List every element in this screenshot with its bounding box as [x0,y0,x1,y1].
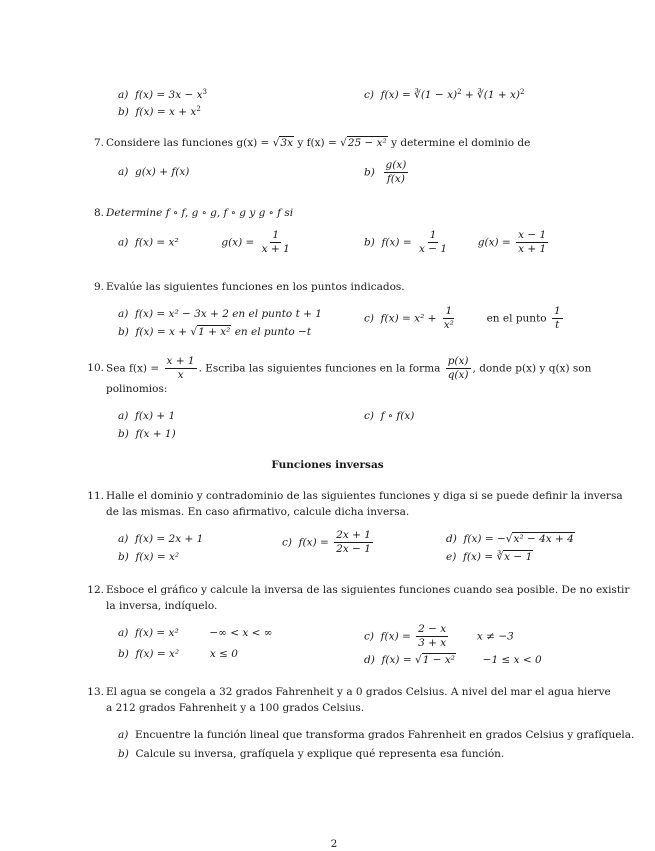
ex12-number: 12. [87,584,104,596]
ex10-item-a: a) f(x) + 1 [118,410,176,422]
ex13-statement-line2: a 212 grados Fahrenheit y a 100 grados Celsius. [106,702,365,714]
ex11-statement-line1: Halle el dominio y contradominio de las siguientes funciones y diga si se puede definir la inversa [106,490,623,502]
section-title: Funciones inversas [271,459,384,471]
ex8-number: 8. [93,207,104,219]
ex9-c-point-fraction: $\frac{1}{t}$ [553,305,561,332]
page-number: 2 [330,838,338,850]
ex7-item-a: a) g(x) + f(x) [118,166,190,178]
ex13-number: 13. [87,686,104,698]
ex9-item-b: b) f(x) = x + √1 + x² en el punto −t [118,326,312,338]
ex11-item-c: c) f(x) = $\frac{2x + 1}{2x - 1}$ [282,529,371,556]
ex11-item-e: e) f(x) = ∛x − 1 [446,551,533,563]
ex6-item-c: c) f(x) = ∛(1 − x)$^2$ + ∛(1 + x)$^2$ [364,88,525,101]
ex8-b-g-fraction: $\frac{x - 1}{x + 1}$ [518,229,547,256]
ex10-f-fraction: $\frac{x + 1}{x}$ [166,355,195,382]
ex8-a-g-fraction: $\frac{1}{x + 1}$ [261,229,290,256]
ex11-item-d: d) f(x) = −√x² − 4x + 4 [446,533,574,545]
ex11-number: 11. [87,490,104,502]
ex8-statement: Determine f ∘ f, g ∘ g, f ∘ g y g ∘ f si [106,207,294,219]
ex7-number: 7. [93,137,104,149]
ex7-statement: Considere las funciones g(x) = √3x y f(x) = √25 − x² y determine el dominio de [106,137,531,149]
ex9-item-c: c) f(x) = x² + $\frac{1}{\text{x²}}$ en el punto $\frac{1}{t}$ [364,305,561,332]
ex12-item-b: b) f(x) = x² x ≤ 0 [118,648,238,660]
ex9-number: 9. [93,281,104,293]
ex10-item-b: b) f(x + 1) [118,428,176,440]
ex10-item-c: c) f ∘ f(x) [364,410,415,422]
ex12-item-c: c) f(x) = $\frac{2 - x}{3 + x}$ x ≠ −3 [364,623,514,650]
ex11-statement-line2: de las mismas. En caso afirmativo, calcule dicha inversa. [106,506,410,518]
ex11-item-a: a) f(x) = 2x + 1 [118,533,204,545]
ex12-c-fraction: $\frac{2 - x}{3 + x}$ [418,623,447,650]
ex8-item-a: a) f(x) = x² g(x) = $\frac{1}{x + 1}$ [118,229,290,256]
ex10-form-fraction: $\frac{p(x)}{q(x)}$ [447,355,469,382]
ex12-item-a: a) f(x) = x² −∞ < x < ∞ [118,627,273,639]
ex10-statement-line1: Sea f(x) = $\frac{x + 1}{x}$ . Escriba las siguientes funciones en la forma $\frac{p(x)}{q(x)}$ , donde p(x) y q(x) son [106,355,592,382]
ex12-statement-line1: Esboce el gráfico y calcule la inversa de las siguientes funciones cuando sea posible. De no existir [106,584,630,596]
ex7-b-fraction: $\frac{g(x)}{f(x)}$ [385,159,407,186]
ex12-item-d: d) f(x) = √1 − x² −1 ≤ x < 0 [364,654,542,666]
ex13-item-b: b) Calcule su inversa, grafíquela y explique qué representa esa función. [118,748,505,760]
ex7-item-b: b) $\frac{g(x)}{f(x)}$ [364,159,407,186]
ex10-statement-line2: polinomios: [106,383,168,395]
ex11-item-b: b) f(x) = x² [118,551,180,563]
ex9-statement: Evalúe las siguientes funciones en los puntos indicados. [106,281,405,293]
ex8-item-b: b) f(x) = $\frac{1}{x - 1}$ g(x) = $\frac{x - 1}{x + 1}$ [364,229,547,256]
ex11-c-fraction: $\frac{2x + 1}{2x - 1}$ [336,529,371,556]
ex6-item-a: a) $f(x) = 3x - x^3$ [118,88,207,101]
ex9-item-a: a) f(x) = x² − 3x + 2 en el punto t + 1 [118,308,322,320]
ex13-statement-line1: El agua se congela a 32 grados Fahrenheit y a 0 grados Celsius. A nivel del mar el agua hierve [106,686,611,698]
ex10-number: 10. [87,362,104,374]
ex6-item-b: b) $f(x) = x + x^2$ [118,105,201,118]
ex9-c-fraction: $\frac{1}{\text{x²}}$ [443,305,454,332]
ex8-b-f-fraction: $\frac{1}{x - 1}$ [419,229,448,256]
ex12-statement-line2: la inversa, indíquelo. [106,600,218,612]
ex13-item-a: a) Encuentre la función lineal que transforma grados Fahrenheit en grados Celsius y grafíquela. [118,729,635,741]
